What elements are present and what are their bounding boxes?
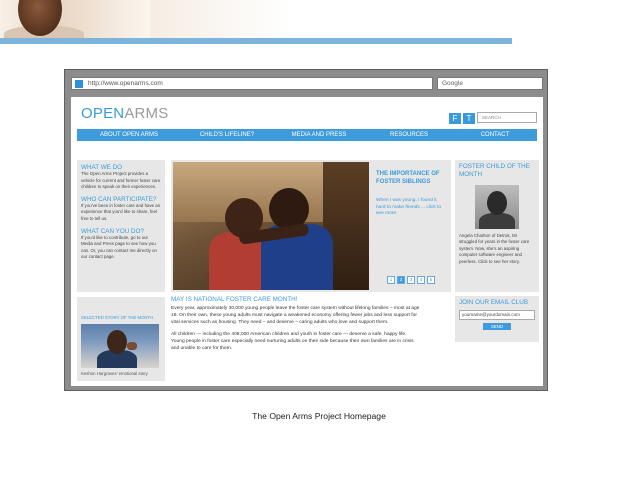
pager-5[interactable]: 5 [427, 276, 435, 284]
hero-text[interactable]: When I was young, I found it hard to make friends ... click to see more. [376, 198, 442, 216]
header-rule [0, 38, 512, 44]
article-paragraph-1: Every year, approximately 30,000 young people leave the foster care system without lifelong families – most at age 18. On their own, these young adults must navigate a weakened economy offering fewer jobs and less support for vital services such as housing. They need – and deserve – caring adults who love and support them. [171, 306, 420, 325]
story-photo-hand [127, 342, 137, 350]
article-title: MAY IS NATIONAL FOSTER CARE MONTH! [171, 296, 298, 303]
pager-4[interactable]: 4 [417, 276, 425, 284]
nav-lifeline[interactable]: CHILD'S LIFELINE? [199, 132, 255, 138]
email-club-heading: JOIN OUR EMAIL CLUB [459, 299, 529, 306]
left-sidebar [77, 160, 165, 292]
search-placeholder: SEARCH [482, 115, 501, 120]
story-label: SELECTED STORY OF THE MONTH [81, 315, 154, 320]
child-bio: Angela Charlton of Detroit, MI struggled for years in the foster care system. Now, she's an aspiring computer software engineer and peerless. Click to see her story. [459, 233, 530, 264]
child-of-month-heading: FOSTER CHILD OF THE MONTH [459, 163, 530, 178]
email-field[interactable] [459, 310, 535, 320]
twitter-icon[interactable]: T [463, 113, 475, 124]
favicon-icon [75, 80, 83, 88]
pager-3[interactable]: 3 [407, 276, 415, 284]
child-photo-body [479, 213, 515, 229]
nav-resources[interactable]: RESOURCES [389, 132, 428, 138]
search-engine-label: Google [442, 80, 463, 87]
main-article [171, 296, 421, 357]
pager-2[interactable]: 2 [397, 276, 405, 284]
story-caption: Keshon Hargraves' emotional story [81, 371, 148, 376]
story-of-month[interactable] [77, 297, 165, 381]
child-photo-head [487, 191, 507, 215]
help-text: If you'd like to contribute, go to our Media and Press page to see how you can. Or, you can contact me directly on our contact page. [81, 234, 157, 260]
pager-1[interactable]: 1 [387, 276, 395, 284]
participate-heading: WHO CAN PARTICIPATE? [81, 195, 157, 203]
email-field-value: yourname@yourdomain.com [462, 312, 520, 317]
email-club [455, 296, 539, 342]
help-heading: WHAT CAN YOU DO? [81, 227, 144, 235]
site-logo[interactable] [81, 105, 168, 122]
logo-open: OPEN [81, 105, 125, 122]
facebook-icon[interactable]: F [449, 113, 461, 124]
hero-title[interactable]: THE IMPORTANCE OF FOSTER SIBLINGS [376, 171, 440, 185]
hero-photo[interactable] [173, 162, 369, 290]
header-fade [150, 0, 290, 38]
main-nav [77, 129, 537, 141]
address-bar[interactable] [71, 77, 433, 90]
nav-about[interactable]: ABOUT OPEN ARMS [100, 132, 158, 138]
logo-arms: ARMS [124, 105, 169, 122]
child-photo[interactable] [475, 185, 519, 229]
story-photo[interactable] [81, 324, 159, 368]
send-button[interactable]: SEND [483, 323, 511, 330]
site-search-input[interactable] [477, 112, 537, 123]
participate-text: If you've been in foster care and have an experience that you'd like to share, feel free to tell us. [81, 202, 161, 221]
figure-caption: The Open Arms Project Homepage [252, 411, 386, 421]
child-of-month [455, 160, 539, 292]
article-paragraph-2: All children — including the 408,000 American children and youth in foster care — deserve a safe, happy life. Young people in foster care especially need nurturing adults on their side because their own families are in crisis and unable to care for them. [171, 332, 414, 351]
nav-contact[interactable]: CONTACT [480, 132, 510, 138]
what-we-do-text: The Open Arms Project provides a vehicle for current and former foster care children to speak on their experiences. [81, 171, 161, 190]
browser-window [64, 69, 548, 391]
hero-slider [171, 160, 451, 292]
header-photo [0, 0, 150, 38]
website-page [71, 97, 543, 386]
what-we-do-heading: WHAT WE DO [81, 164, 123, 171]
browser-search-box[interactable] [437, 77, 543, 90]
url-text: http://www.openarms.com [88, 80, 163, 87]
nav-media[interactable]: MEDIA AND PRESS [291, 132, 347, 138]
story-photo-head [107, 330, 127, 354]
